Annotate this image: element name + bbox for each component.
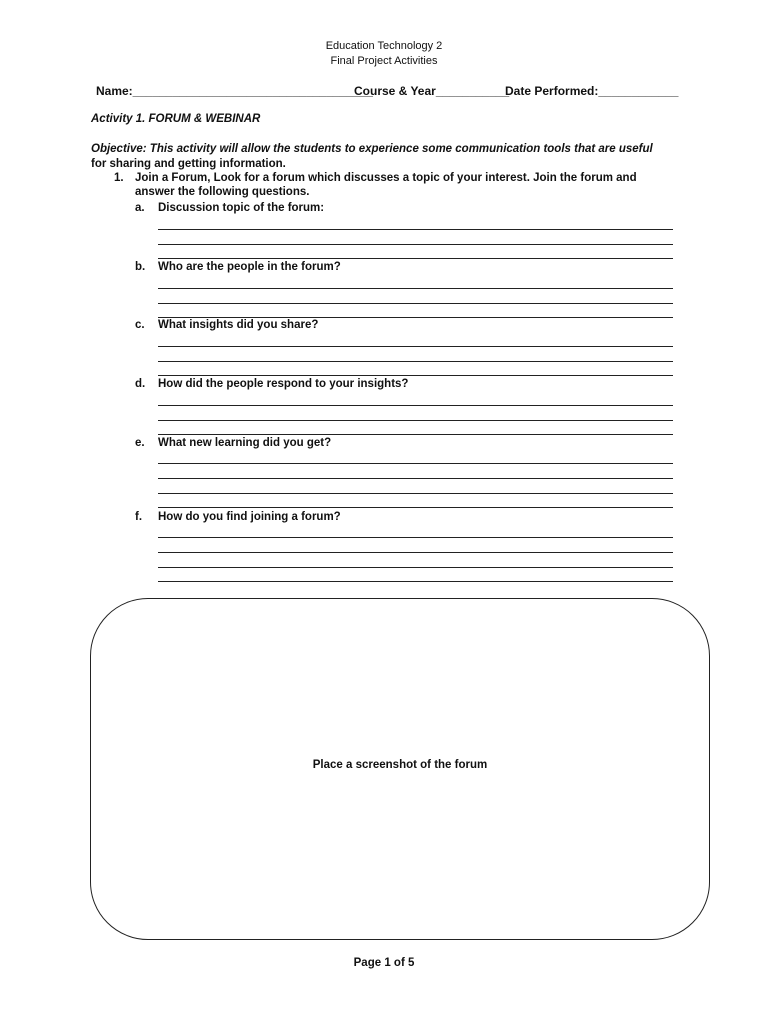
- answer-line[interactable]: [158, 537, 673, 538]
- answer-line[interactable]: [158, 244, 673, 245]
- answer-line[interactable]: [158, 317, 673, 318]
- question-letter: d.: [135, 378, 146, 390]
- objective-line-2: for sharing and getting information.: [91, 158, 286, 170]
- page-number: Page 1 of 5: [353, 957, 415, 969]
- document-title: Education Technology 2: [325, 40, 443, 52]
- answer-line[interactable]: [158, 493, 673, 494]
- item-instruction-line-2: answer the following questions.: [135, 186, 310, 198]
- answer-line[interactable]: [158, 420, 673, 421]
- answer-line[interactable]: [158, 552, 673, 553]
- answer-line[interactable]: [158, 258, 673, 259]
- answer-line[interactable]: [158, 478, 673, 479]
- question-text: How did the people respond to your insights?: [158, 378, 409, 390]
- question-letter: f.: [135, 511, 143, 523]
- item-number: 1.: [114, 172, 124, 184]
- objective-line-1: Objective: This activity will allow the students to experience some communication tools that are useful: [91, 143, 653, 155]
- date-performed-field[interactable]: Date Performed:____________: [505, 84, 679, 98]
- question-text: Discussion topic of the forum:: [158, 202, 325, 214]
- answer-line[interactable]: [158, 229, 673, 230]
- item-instruction-line-1: Join a Forum, Look for a forum which discusses a topic of your interest. Join the forum and: [135, 172, 637, 184]
- answer-line[interactable]: [158, 581, 673, 582]
- course-year-field[interactable]: Course & Year___________: [354, 84, 510, 98]
- screenshot-placeholder-label: Place a screenshot of the forum: [312, 759, 488, 771]
- answer-line[interactable]: [158, 375, 673, 376]
- answer-line[interactable]: [158, 288, 673, 289]
- answer-line[interactable]: [158, 507, 673, 508]
- question-text: What new learning did you get?: [158, 437, 332, 449]
- answer-line[interactable]: [158, 303, 673, 304]
- answer-line[interactable]: [158, 405, 673, 406]
- screenshot-placeholder-box[interactable]: [90, 598, 710, 940]
- answer-line[interactable]: [158, 463, 673, 464]
- question-letter: a.: [135, 202, 145, 214]
- activity-heading: Activity 1. FORUM & WEBINAR: [91, 113, 261, 125]
- question-letter: e.: [135, 437, 145, 449]
- question-text: How do you find joining a forum?: [158, 511, 341, 523]
- question-text: What insights did you share?: [158, 319, 319, 331]
- answer-line[interactable]: [158, 346, 673, 347]
- name-field[interactable]: Name:____________________________________: [96, 84, 373, 98]
- question-text: Who are the people in the forum?: [158, 261, 341, 273]
- question-letter: b.: [135, 261, 146, 273]
- document-subtitle: Final Project Activities: [330, 55, 438, 67]
- answer-line[interactable]: [158, 361, 673, 362]
- question-letter: c.: [135, 319, 145, 331]
- answer-line[interactable]: [158, 434, 673, 435]
- answer-line[interactable]: [158, 567, 673, 568]
